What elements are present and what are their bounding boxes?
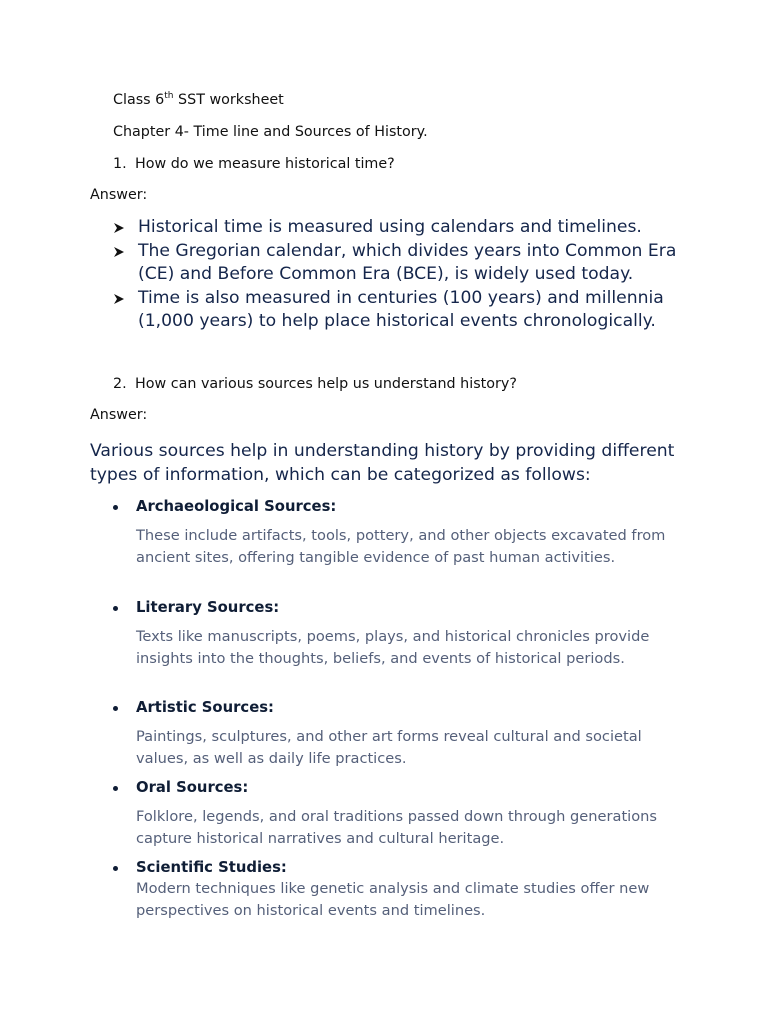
bullet-dot-icon: [113, 866, 118, 871]
class-superscript: th: [164, 91, 174, 102]
bullet-dot-icon: [113, 505, 118, 510]
source-description: Folklore, legends, and oral traditions passed down through generations capture historical narratives and cultural heritage.: [136, 808, 657, 847]
answer-2-label: Answer:: [90, 407, 148, 423]
bullet-dot-icon: [113, 606, 118, 611]
answer-1-point: [113, 216, 703, 240]
source-title: Literary Sources:: [136, 599, 280, 616]
source-item: [113, 598, 683, 669]
worksheet-label: SST worksheet: [173, 92, 284, 108]
source-heading: [113, 858, 683, 878]
answer-2-intro: Various sources help in understanding history by providing different types of information, which can be categorized as follows:: [90, 441, 675, 485]
source-title: Artistic Sources:: [136, 699, 274, 716]
answer-1-point-text: Historical time is measured using calendars and timelines.: [138, 217, 642, 237]
source-heading: [113, 497, 683, 517]
source-item: [113, 778, 683, 849]
question-2-text: How can various sources help us understand history?: [135, 376, 517, 392]
source-item: [113, 497, 683, 568]
answer-1-list: [113, 216, 703, 334]
question-1-number: 1.: [113, 156, 127, 172]
answer-1-point-text: Time is also measured in centuries (100 years) and millennia (1,000 years) to help place historical events chronologically.: [138, 287, 664, 331]
source-description: Texts like manuscripts, poems, plays, and historical chronicles provide insights into the thoughts, beliefs, and events of historical periods.: [136, 628, 650, 667]
arrow-bullet-icon: [113, 293, 125, 305]
source-title: Scientific Studies:: [136, 859, 287, 876]
bullet-dot-icon: [113, 706, 118, 711]
arrow-bullet-icon: [113, 246, 125, 258]
source-heading: [113, 698, 683, 718]
class-label: Class 6: [113, 92, 165, 108]
source-heading: [113, 598, 683, 618]
source-description: Paintings, sculptures, and other art forms reveal cultural and societal values, as well as daily life practices.: [136, 728, 642, 767]
source-item: [113, 698, 683, 769]
source-description: These include artifacts, tools, pottery, and other objects excavated from ancient sites, offering tangible evidence of past human activities.: [136, 527, 666, 566]
answer-1-point: [113, 240, 703, 287]
question-1-text: How do we measure historical time?: [135, 156, 395, 172]
worksheet-title: [113, 92, 284, 108]
answer-1-point-text: The Gregorian calendar, which divides years into Common Era (CE) and Before Common Era (BCE), is widely used today.: [138, 240, 677, 284]
chapter-title: Chapter 4- Time line and Sources of History.: [113, 124, 428, 140]
answer-1-label: Answer:: [90, 187, 148, 203]
source-description: Modern techniques like genetic analysis and climate studies offer new perspectives on historical events and timelines.: [136, 880, 650, 919]
source-title: Oral Sources:: [136, 779, 249, 796]
question-2-number: 2.: [113, 376, 127, 392]
source-title: Archaeological Sources:: [136, 498, 337, 515]
bullet-dot-icon: [113, 786, 118, 791]
answer-1-point: [113, 287, 703, 334]
arrow-bullet-icon: [113, 222, 125, 234]
source-item: [113, 858, 683, 921]
source-heading: [113, 778, 683, 798]
